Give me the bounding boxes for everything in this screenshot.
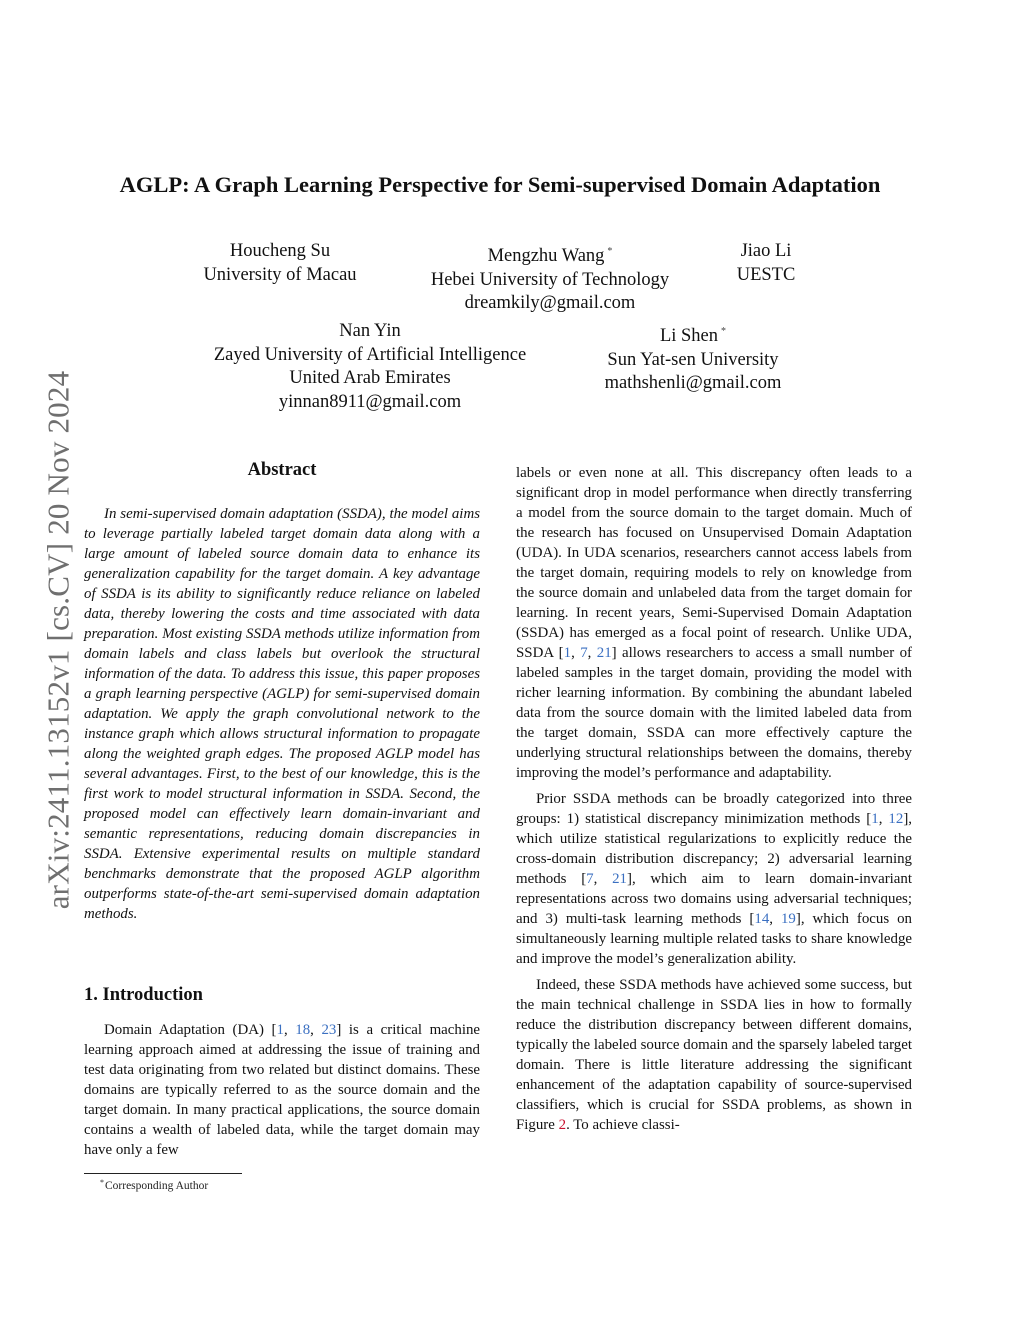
author-block-yin — [190, 320, 550, 414]
author-affiliation-country: United Arab Emirates — [289, 368, 451, 389]
citation-link[interactable]: 7 — [586, 871, 594, 887]
citation-link[interactable]: 21 — [612, 871, 627, 887]
author-affiliation: UESTC — [736, 264, 796, 285]
citation-link[interactable]: 21 — [596, 645, 612, 661]
author-email: mathshenli@gmail.com — [604, 373, 782, 394]
author-affiliation: Hebei University of Technology — [430, 269, 670, 290]
citation-link[interactable]: 1 — [276, 1022, 284, 1038]
author-affiliation: Zayed University of Artificial Intelligence — [213, 344, 527, 365]
citation-link[interactable]: 18 — [295, 1022, 311, 1038]
corresponding-mark: * — [607, 246, 613, 257]
citation-link[interactable]: 1 — [563, 645, 572, 661]
citation-link[interactable]: 23 — [321, 1022, 337, 1038]
intro-paragraph-1: Domain Adaptation (DA) [1, 18, 23] is a critical machine learning approach aimed at addressing the issue of training and test data originating from two related but distinct domains. These domains are typically referred to as the source domain and the target domain. In many practical applications, the source domain contains a wealth of labeled data, while the target domain may have only a few — [84, 1022, 481, 1158]
intro-paragraph-1-continued: labels or even none at all. This discrepancy often leads to a significant drop in model performance when directly transferring a model from the source domain to the target domain. Much of the research has focused on Unsupervised Domain Adaptation (UDA). In UDA scenarios, researchers cannot access labels from the target domain, requiring models to rely on knowledge from the source domain and unlabeled data from the target domain for learning. In recent years, Semi-Supervised Domain Adaptation (SSDA) has emerged as a focal point of research. Unlike UDA, SSDA [1, 7, 21] allows researchers to access a small number of labeled samples in the target domain, providing the model with richer learning information. By combining the abundant labeled data from the source domain with the limited labeled data from the target domain, SSDA can more effectively capture the underlying structural relationships between the domains, thereby improving the model’s performance and adaptability. — [516, 465, 912, 781]
figure-link[interactable]: 2 — [558, 1117, 567, 1133]
author-affiliation: University of Macau — [203, 264, 357, 285]
citation-link[interactable]: 12 — [888, 811, 904, 827]
author-name: Li Shen — [659, 326, 719, 346]
citation-link[interactable]: 7 — [580, 645, 588, 661]
paper-title: AGLP: A Graph Learning Perspective for Semi-supervised Domain Adaptation — [119, 172, 881, 197]
author-name: Mengzhu Wang — [487, 246, 605, 266]
introduction-heading: 1. Introduction — [84, 985, 203, 1005]
citation-link[interactable]: 14 — [754, 911, 770, 927]
author-email: yinnan8911@gmail.com — [278, 391, 462, 412]
right-column-intro — [516, 463, 912, 1135]
citation-link[interactable]: 19 — [780, 911, 796, 927]
abstract-text: In semi-supervised domain adaptation (SSDA), the model aims to leverage partially labeled target domain data along with a large amount of labeled source domain data to enhance its generalization capability for the target domain. A key advantage of SSDA is its ability to significantly reduce reliance on labeled data, thereby lowering the costs and time associated with data preparation. Most existing SSDA methods utilize information from domain labels and class labels but overlook the structural information of the data. To address this issue, this paper proposes a graph learning perspective (AGLP) for semi-supervised domain adaptation. We apply the graph convolutional network to the instance graph which allows structural information to propagate along the weighted graph edges. The proposed AGLP model has several advantages. First, to the best of our knowledge, this is the first work to model structural information in SSDA. Second, the proposed model can effectively learn domain-invariant and semantic representations, reducing domain discrepancies in SSDA. Extensive experimental results on multiple standard benchmarks demonstrate that the proposed AGLP algorithm outperforms state-of-the-art semi-supervised domain adaptation methods. — [84, 506, 480, 922]
author-affiliation: Sun Yat-sen University — [607, 349, 779, 370]
author-name: Houcheng Su — [229, 241, 331, 261]
author-email: dreamkily@gmail.com — [464, 293, 636, 314]
footnote: *Corresponding Author — [100, 1178, 209, 1192]
abstract-heading: Abstract — [247, 460, 317, 480]
citation-link[interactable]: 1 — [871, 811, 879, 827]
corresponding-mark: * — [721, 326, 727, 337]
arxiv-identifier-stamp — [28, 340, 88, 940]
author-name: Nan Yin — [339, 321, 401, 341]
footnote-divider — [84, 1173, 242, 1174]
author-block-li — [716, 240, 816, 287]
intro-paragraph-3: Indeed, these SSDA methods have achieved some success, but the main technical challenge in SSDA lies in how to formally reduce the distribution discrepancy between different domains, typically the labeled source domain and the sparsely labeled target domain. There is little literature addressing the significant enhancement of the adaptation capability of source-supervised classifiers, which is crucial for SSDA problems, as shown in Figure 2. To achieve classi- — [516, 977, 912, 1133]
author-block-wang — [400, 240, 700, 316]
author-block-shen — [583, 320, 803, 396]
intro-paragraph-2: Prior SSDA methods can be broadly categorized into three groups: 1) statistical discrepancy minimization methods [1, 12], which utilize statistical regularizations to explicitly reduce the cross-domain distribution discrepancy; 2) adversarial learning methods [7, 21], which aim to learn domain-invariant representations across two domains using adversarial techniques; and 3) multi-task learning methods [14, 19], which focus on simultaneously learning multiple related tasks to share knowledge and improve the model’s generalization ability. — [516, 791, 912, 967]
abstract-body — [84, 504, 480, 924]
author-name: Jiao Li — [740, 241, 792, 261]
arxiv-id-text: arXiv:2411.13152v1 [cs.CV] 20 Nov 2024 — [40, 370, 76, 910]
left-column-intro — [84, 1020, 480, 1160]
author-block-su — [180, 240, 380, 287]
